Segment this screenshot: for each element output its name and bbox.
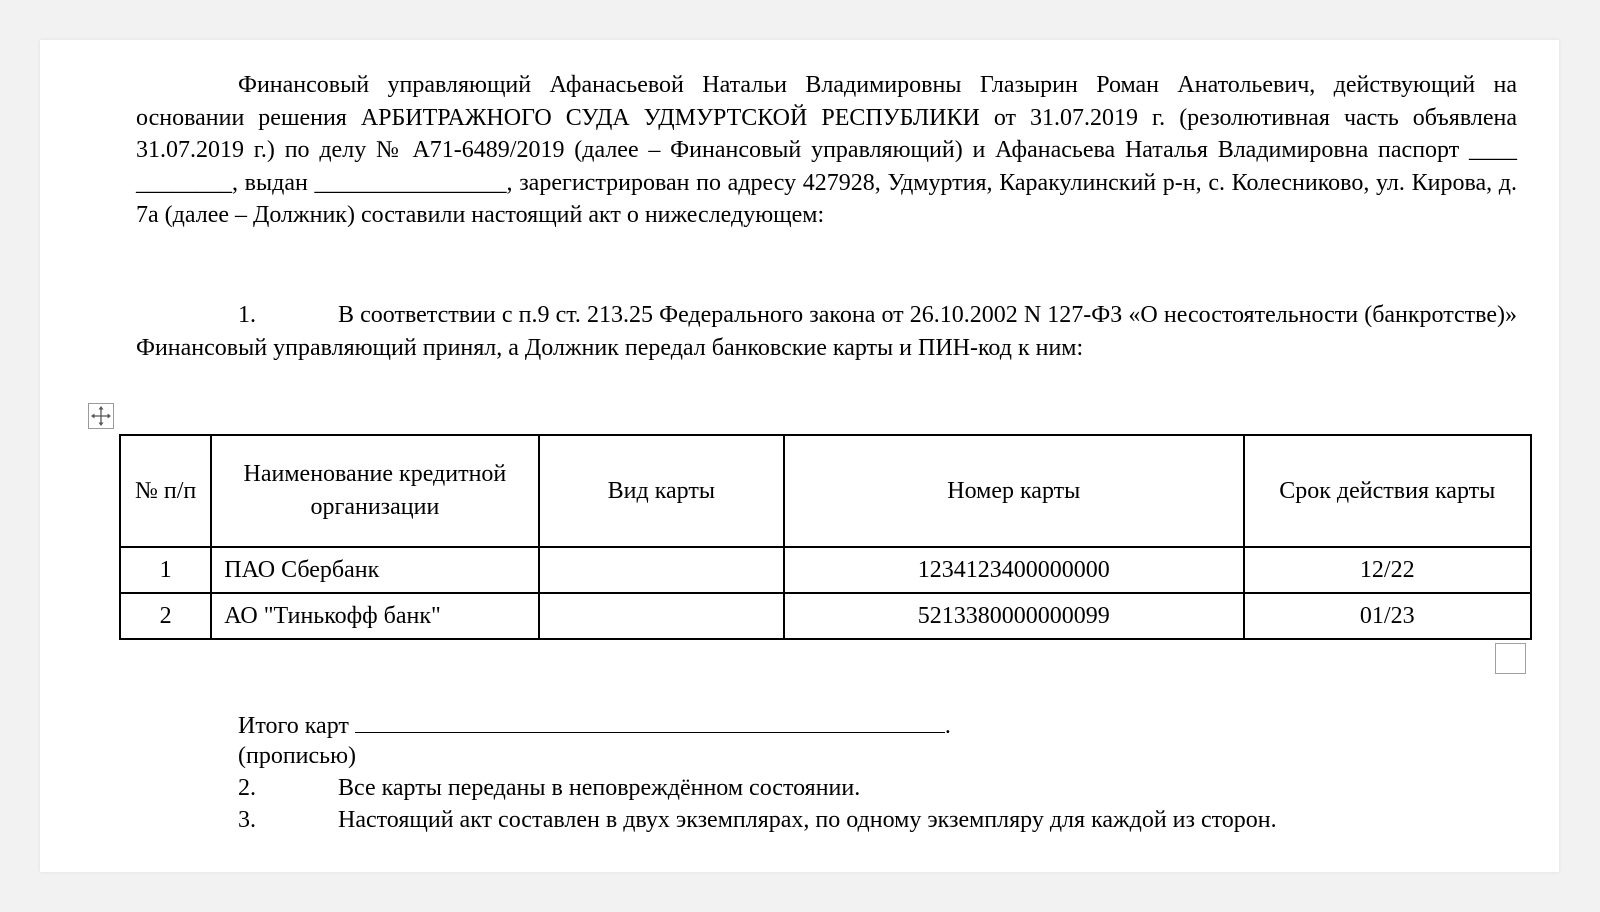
header-expiry: Срок действия карты xyxy=(1244,435,1531,547)
total-suffix: . xyxy=(944,713,951,739)
table-move-handle-icon[interactable] xyxy=(88,403,114,429)
cell-bank: АО "Тинькофф банк" xyxy=(211,593,538,639)
item-2-text: Все карты переданы в неповреждённом состоянии. xyxy=(338,775,861,801)
table-row xyxy=(120,593,1531,639)
cell-type xyxy=(539,593,784,639)
total-line xyxy=(238,708,951,742)
cell-card-number: 1234123400000000 xyxy=(784,547,1243,593)
item-2-line xyxy=(238,772,860,804)
table-header-row xyxy=(120,435,1531,547)
item-1-number: 1. xyxy=(238,302,256,328)
document-page xyxy=(40,40,1559,872)
cell-type xyxy=(539,547,784,593)
item-2-number: 2. xyxy=(238,775,256,801)
header-card-number: Номер карты xyxy=(784,435,1243,547)
cell-expiry: 01/23 xyxy=(1244,593,1531,639)
cards-table xyxy=(119,434,1532,640)
table-row xyxy=(120,547,1531,593)
cell-card-number: 5213380000000099 xyxy=(784,593,1243,639)
item-3-number: 3. xyxy=(238,807,256,833)
item-1-text: В соответствии с п.9 ст. 213.25 Федерального закона от 26.10.2002 N 127-ФЗ «О несостоятельности (банкротстве)» Финансовый управляющий принял, а Должник передал банковские карты и ПИН-код к ним: xyxy=(136,302,1517,361)
item-3-text: Настоящий акт составлен в двух экземплярах, по одному экземпляру для каждой из сторон. xyxy=(338,807,1277,833)
item-1-paragraph xyxy=(136,299,1517,364)
cell-bank: ПАО Сбербанк xyxy=(211,547,538,593)
header-type: Вид карты xyxy=(539,435,784,547)
cell-num: 2 xyxy=(120,593,211,639)
total-hint: (прописью) xyxy=(238,743,357,769)
header-num: № п/п xyxy=(120,435,211,547)
intro-paragraph: Финансовый управляющий Афанасьевой Натальи Владимировны Глазырин Роман Анатольевич, действующий на основании решения АРБИТРАЖНОГО СУДА УДМУРТСКОЙ РЕСПУБЛИКИ от 31.07.2019 г. (резолютивная часть объявлена 31.07.2019 г.) по делу № А71-6489/2019 (далее – Финансовый управляющий) и Афанасьева Наталья Владимировна паспорт ____ ________, выдан ________________, зарегистрирован по адресу 427928, Удмуртия, Каракулинский р-н, с. Колесниково, ул. Кирова, д. 7а (далее – Должник) составили настоящий акт о нижеследующем: xyxy=(136,72,1517,229)
cell-expiry: 12/22 xyxy=(1244,547,1531,593)
table-resize-handle[interactable] xyxy=(1495,643,1526,674)
total-label: Итого карт xyxy=(238,713,349,739)
total-input-line[interactable] xyxy=(355,708,945,733)
item-3-line xyxy=(238,804,1277,836)
cell-num: 1 xyxy=(120,547,211,593)
header-bank: Наименование кредитной организации xyxy=(211,435,538,547)
